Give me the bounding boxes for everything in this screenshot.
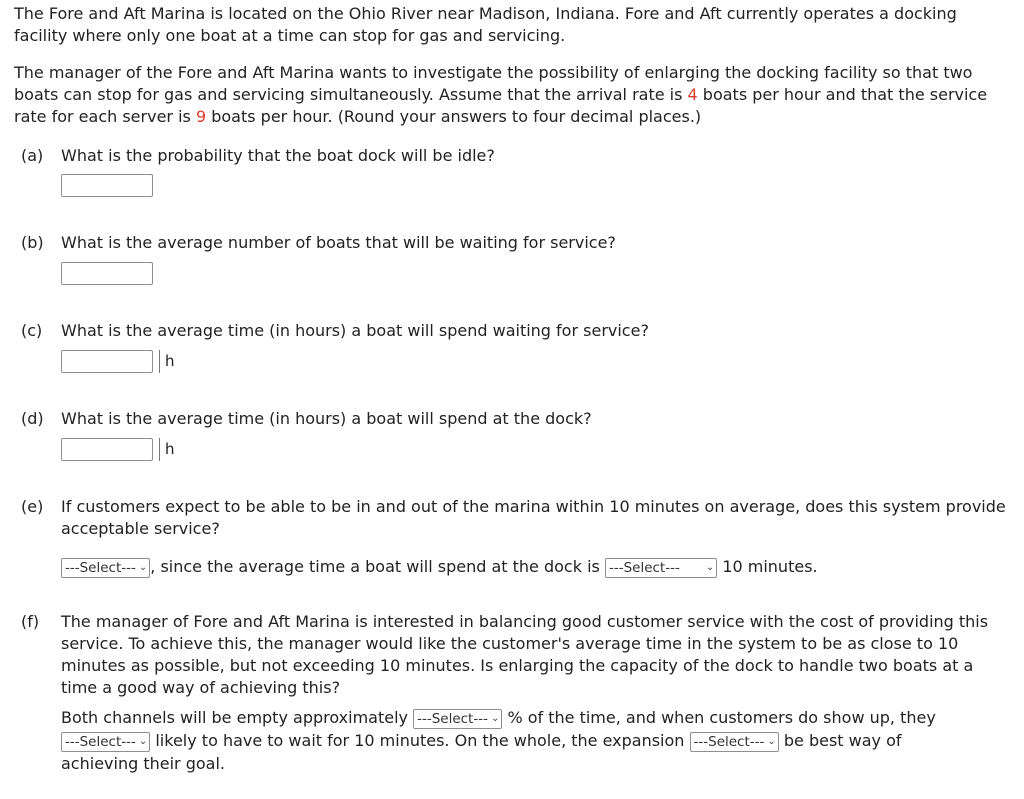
answer-f-text-5: achieving their goal. [61, 754, 225, 773]
scenario-text-2: boats per hour and that the service rate for each server is [14, 85, 988, 126]
answer-f-text-1: Both channels will be empty approximately [61, 708, 408, 727]
answer-e-select-1[interactable] [61, 558, 150, 578]
answer-f-text-3: likely to have to wait for 10 minutes. On the whole, the expansion [155, 731, 685, 750]
answer-b-input[interactable] [61, 262, 153, 285]
intro-paragraph: The Fore and Aft Marina is located on the Ohio River near Madison, Indiana. Fore and Aft currently operates a docking facility where only one boat at a time can stop for gas and servicing. [14, 4, 957, 45]
question-b-text: What is the average number of boats that will be waiting for service? [61, 233, 616, 252]
scenario-paragraph [14, 62, 1010, 128]
question-f-label: (f) [21, 612, 40, 631]
answer-f-select-1-value: ---Select--- [417, 710, 488, 727]
answer-f-text-4: be best way of [783, 731, 902, 750]
answer-d [61, 438, 175, 461]
answer-e-select-2-value: ---Select--- [608, 559, 680, 576]
chevron-down-icon: ⌄ [138, 561, 148, 573]
chevron-down-icon: ⌄ [767, 735, 776, 747]
question-f [21, 611, 1011, 699]
answer-c [61, 350, 175, 373]
question-d-label: (d) [21, 409, 44, 428]
question-c-text: What is the average time (in hours) a boat will spend waiting for service? [61, 321, 649, 340]
question-b-label: (b) [21, 233, 44, 252]
answer-a [61, 174, 153, 197]
question-a-text: What is the probability that the boat dock will be idle? [61, 146, 495, 165]
answer-c-input[interactable] [61, 350, 153, 373]
question-d-text: What is the average time (in hours) a boat will spend at the dock? [61, 409, 592, 428]
answer-e-end-text: 10 minutes. [722, 557, 818, 576]
answer-f-select-2-value: ---Select--- [65, 733, 136, 750]
question-d [21, 408, 1011, 430]
question-e [21, 496, 1011, 540]
question-a [21, 145, 1011, 167]
answer-d-input[interactable] [61, 438, 153, 461]
scenario-text-3: boats per hour. (Round your answers to four decimal places.) [206, 107, 702, 126]
question-c [21, 320, 1011, 342]
answer-e-select-2[interactable] [605, 558, 717, 578]
question-e-text: If customers expect to be able to be in and out of the marina within 10 minutes on average, does this system provide acceptable service? [61, 497, 1006, 538]
chevron-down-icon: ⌄ [138, 735, 148, 747]
chevron-down-icon: ⌄ [490, 712, 500, 724]
answer-a-input[interactable] [61, 174, 153, 197]
answer-f-line-2 [61, 730, 902, 752]
answer-c-unit: h [159, 350, 175, 373]
answer-f-select-1[interactable] [413, 709, 502, 729]
answer-d-unit: h [159, 438, 175, 461]
service-rate-value: 9 [195, 107, 207, 126]
question-f-text: The manager of Fore and Aft Marina is interested in balancing good customer service with the cost of providing this service. To achieve this, the manager would like the customer's average time in the system to be as close to 10 minutes as possible, but not exceeding 10 minutes. Is enlarging the capacity of the dock to handle two boats at a time a good way of achieving this? [61, 612, 989, 697]
answer-e-mid-text: , since the average time a boat will spend at the dock is [150, 557, 600, 576]
answer-f-select-3-value: ---Select--- [693, 733, 765, 750]
answer-f-select-2[interactable] [61, 732, 150, 752]
answer-f-select-3[interactable] [690, 732, 779, 752]
question-e-label: (e) [21, 497, 44, 516]
question-b [21, 232, 1011, 254]
arrival-rate-value: 4 [687, 85, 698, 104]
scenario-text-1: The manager of the Fore and Aft Marina wants to investigate the possibility of enlarging the docking facility so that two boats can stop for gas and servicing simultaneously. Assume that the arrival rate is [14, 63, 973, 104]
question-c-label: (c) [21, 321, 43, 340]
question-a-label: (a) [21, 146, 44, 165]
answer-f-line-3 [61, 753, 225, 775]
answer-e-select-1-value: ---Select--- [65, 559, 136, 576]
answer-e-line [61, 556, 818, 578]
answer-b [61, 262, 153, 285]
chevron-down-icon: ⌄ [705, 561, 715, 573]
answer-f-line-1 [61, 707, 936, 729]
answer-f-text-2: % of the time, and when customers do show up, they [507, 708, 936, 727]
